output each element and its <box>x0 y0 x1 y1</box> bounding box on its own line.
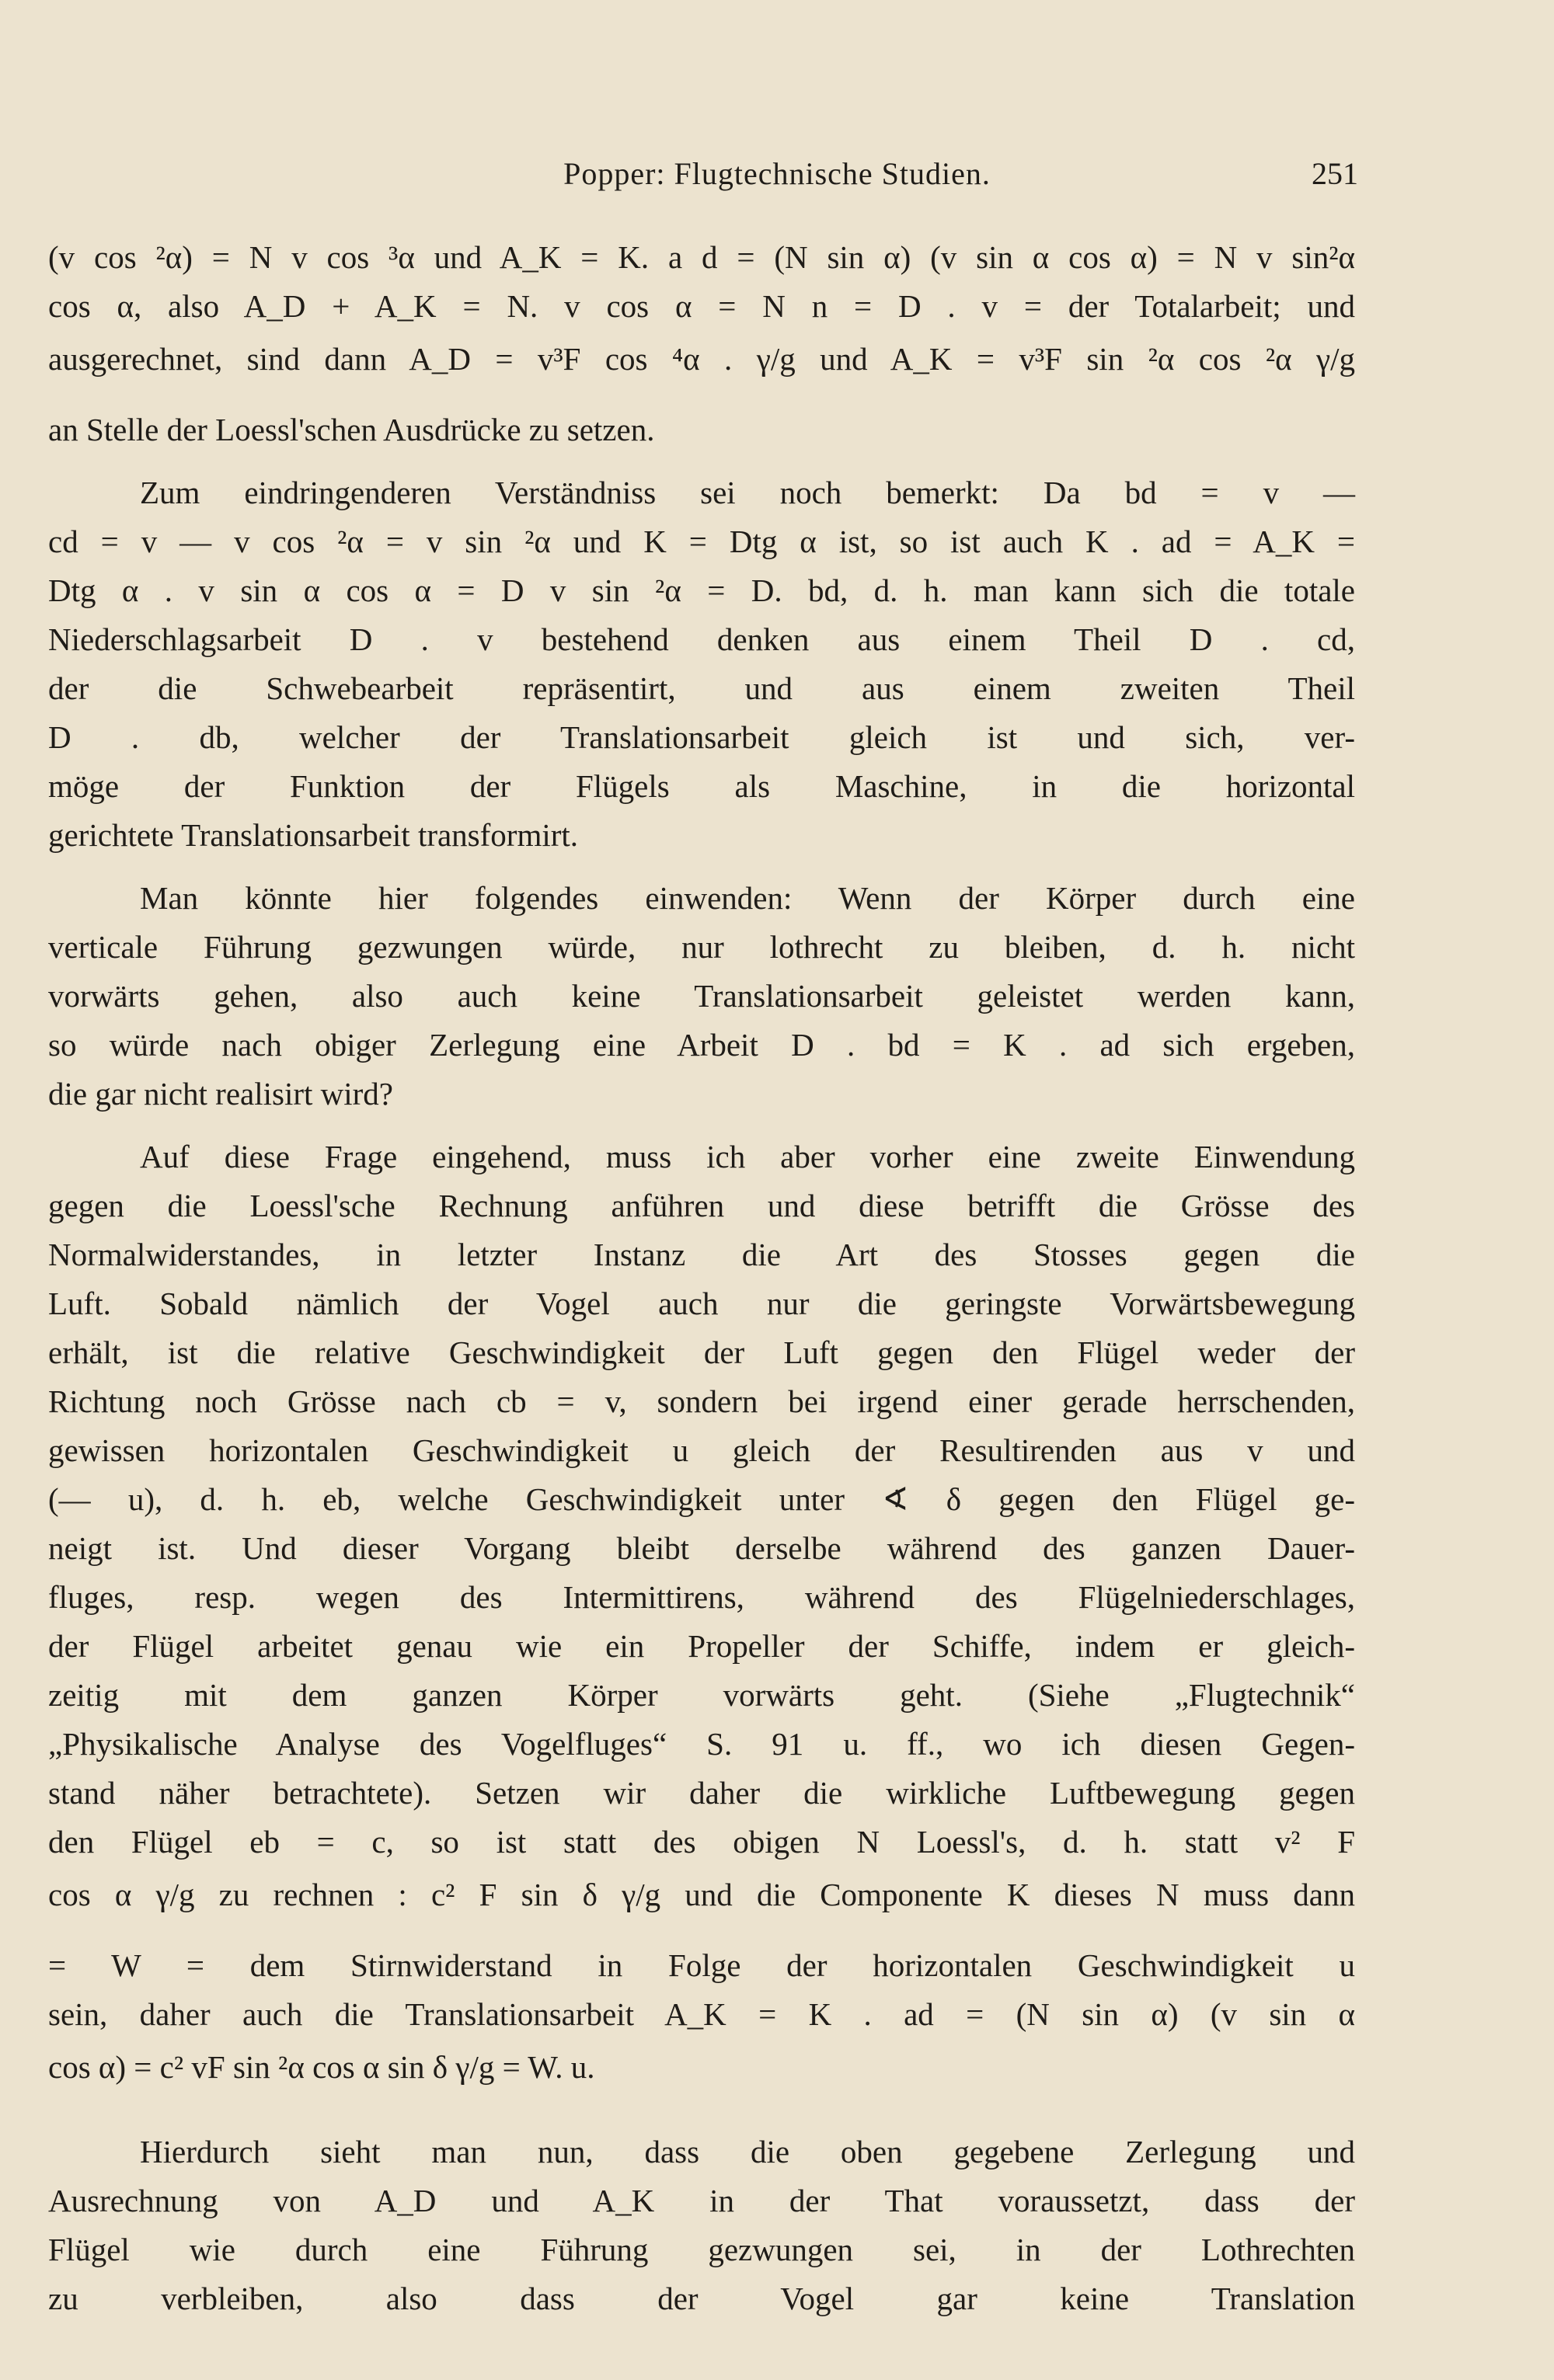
text-line: Flügel wie durch eine Führung gezwungen sei, in der Lothrechten <box>48 2232 1355 2267</box>
text-line: der Flügel arbeitet genau wie ein Propeller der Schiffe, indem er gleich- <box>48 1628 1355 1664</box>
text-line: zu verbleiben, also dass der Vogel gar keine Translation <box>48 2281 1355 2316</box>
text-line: den Flügel eb = c, so ist statt des obigen N Loessl's, d. h. statt v² F <box>48 1824 1355 1860</box>
paragraph-2 <box>48 468 1355 860</box>
text-line: Niederschlagsarbeit D . v bestehend denken aus einem Theil D . cd, <box>48 621 1355 657</box>
text-line: der die Schwebearbeit repräsentirt, und aus einem zweiten Theil <box>48 670 1355 706</box>
text-line: Normalwiderstandes, in letzter Instanz die Art des Stosses gegen die <box>48 1237 1355 1272</box>
text-line: gewissen horizontalen Geschwindigkeit u gleich der Resultirenden aus v und <box>48 1432 1355 1468</box>
text-line: cos α, also A_D + A_K = N. v cos α = N n = D . v = der Totalarbeit; und <box>48 288 1355 324</box>
text-line: vorwärts gehen, also auch keine Translationsarbeit geleistet werden kann, <box>48 978 1355 1014</box>
text-line: Auf diese Frage eingehend, muss ich aber vorher eine zweite Einwendung <box>140 1139 1355 1174</box>
text-line: verticale Führung gezwungen würde, nur lothrecht zu bleiben, d. h. nicht <box>48 929 1355 965</box>
text-line: fluges, resp. wegen des Intermittirens, während des Flügelniederschlages, <box>48 1579 1355 1615</box>
text-line: cos α γ/g zu rechnen : c² F sin δ γ/g und die Componente K dieses N muss dann <box>48 1877 1355 1912</box>
text-line: so würde nach obiger Zerlegung eine Arbeit D . bd = K . ad sich ergeben, <box>48 1027 1355 1063</box>
text-line: Dtg α . v sin α cos α = D v sin ²α = D. bd, d. h. man kann sich die totale <box>48 572 1355 608</box>
text-line: D . db, welcher der Translationsarbeit gleich ist und sich, ver- <box>48 719 1355 755</box>
text-line: (— u), d. h. eb, welche Geschwindigkeit unter ∢ δ gegen den Flügel ge- <box>48 1481 1355 1517</box>
text-line: stand näher betrachtete). Setzen wir daher die wirkliche Luftbewegung gegen <box>48 1775 1355 1811</box>
text-line: „Physikalische Analyse des Vogelfluges“ S. 91 u. ff., wo ich diesen Gegen- <box>48 1726 1355 1762</box>
text-line: die gar nicht realisirt wird? <box>48 1076 393 1112</box>
paragraph-5 <box>48 2128 1355 2323</box>
text-line: möge der Funktion der Flügels als Maschine, in die horizontal <box>48 768 1355 804</box>
text-line: Hierdurch sieht man nun, dass die oben gegebene Zerlegung und <box>140 2134 1355 2169</box>
text-line: (v cos ²α) = N v cos ³α und A_K = K. a d = (N sin α) (v sin α cos α) = N v sin²α <box>48 239 1355 275</box>
text-line: Luft. Sobald nämlich der Vogel auch nur die geringste Vorwärtsbewegung <box>48 1286 1355 1321</box>
text-line: Man könnte hier folgendes einwenden: Wenn der Körper durch eine <box>140 880 1355 916</box>
paragraph-3 <box>48 874 1355 1119</box>
text-body <box>48 233 1355 2323</box>
running-title: Popper: Flugtechnische Studien. <box>563 156 991 191</box>
text-line: neigt ist. Und dieser Vorgang bleibt derselbe während des ganzen Dauer- <box>48 1530 1355 1566</box>
text-line: an Stelle der Loessl'schen Ausdrücke zu setzen. <box>48 412 655 447</box>
paragraph-1 <box>48 233 1355 454</box>
text-line: Richtung noch Grösse nach cb = v, sondern bei irgend einer gerade herrschenden, <box>48 1383 1355 1419</box>
text-line: zeitig mit dem ganzen Körper vorwärts geht. (Siehe „Flugtechnik“ <box>48 1677 1355 1713</box>
text-line: ausgerechnet, sind dann A_D = v³F cos ⁴α . γ/g und A_K = v³F sin ²α cos ²α γ/g <box>48 341 1355 377</box>
text-line: gegen die Loessl'sche Rechnung anführen und diese betrifft die Grösse des <box>48 1188 1355 1223</box>
text-line: Ausrechnung von A_D und A_K in der That voraussetzt, dass der <box>48 2183 1355 2218</box>
text-line: = W = dem Stirnwiderstand in Folge der horizontalen Geschwindigkeit u <box>48 1947 1355 1983</box>
text-line: erhält, ist die relative Geschwindigkeit der Luft gegen den Flügel weder der <box>48 1334 1355 1370</box>
text-line: sein, daher auch die Translationsarbeit A_K = K . ad = (N sin α) (v sin α <box>48 1996 1355 2032</box>
text-line: gerichtete Translationsarbeit transformirt. <box>48 817 579 853</box>
text-line: Zum eindringenderen Verständniss sei noch bemerkt: Da bd = v — <box>140 475 1355 510</box>
paragraph-4 <box>48 1133 1355 2114</box>
page-number: 251 <box>1312 156 1358 191</box>
text-line: cd = v — v cos ²α = v sin ²α und K = Dtg α ist, so ist auch K . ad = A_K = <box>48 524 1355 559</box>
text-line: cos α) = c² vF sin ²α cos α sin δ γ/g = W. u. <box>48 2049 595 2085</box>
page-header <box>0 155 1554 202</box>
